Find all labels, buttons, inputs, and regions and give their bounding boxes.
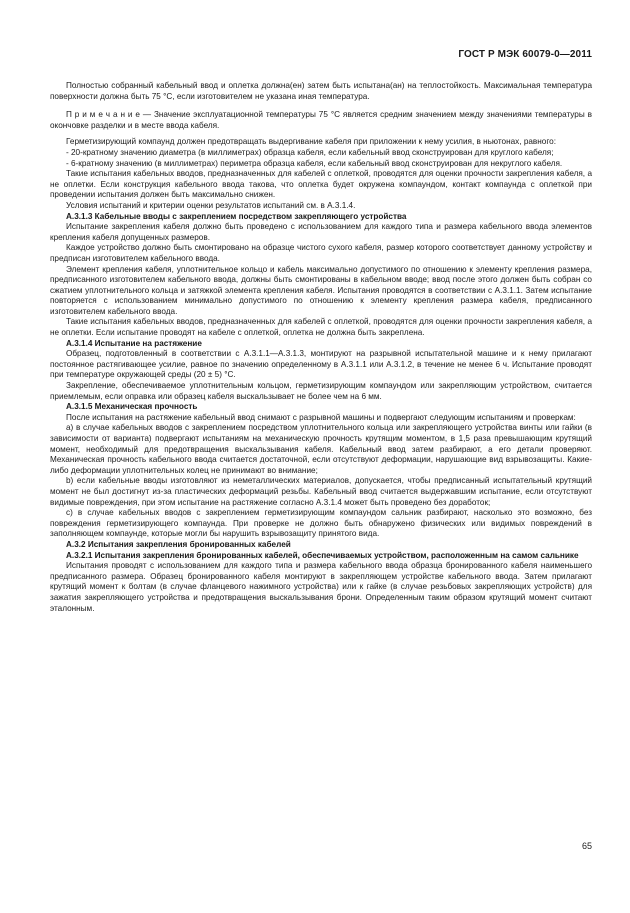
standard-header: ГОСТ Р МЭК 60079-0—2011 (458, 49, 592, 60)
paragraph: Герметизирующий компаунд должен предотвращать выдергивание кабеля при приложении к нему усилия, в ньютонах, равного: (66, 137, 556, 147)
section-heading: А.3.1.4 Испытание на растяжение (66, 338, 202, 348)
paragraph: Такие испытания кабельных вводов, предназначенных для кабелей с оплеткой, проводятся для оценки прочности закрепления кабеля, а не оплетки. Если конструкция кабельного ввода такова, что оплетка будет окружена компаундом, контакт компаунда с оплеткой при проведении испытания должен быть максимально снижен. (50, 169, 592, 200)
body-text (50, 81, 592, 614)
paragraph: После испытания на растяжение кабельный ввод снимают с разрывной машины и подвергают следующим испытаниям и проверкам: (66, 412, 576, 422)
section-heading: А.3.2 Испытания закрепления бронированных кабелей (66, 539, 291, 549)
list-item: b) если кабельные вводы изготовляют из неметаллических материалов, допускается, чтобы предписанный испытательный крутящий момент не был достигнут из-за пластических деформаций резьбы. Кабельный ввод считается выдержавшим испытание, если отсутствуют видимые повреждения, при этом испытание на растяжение согласно А.3.1.4 может быть проведено без доработок; (50, 476, 592, 507)
section-heading: А.3.1.3 Кабельные вводы с закреплением посредством закрепляющего устройства (66, 211, 407, 221)
paragraph: Испытание закрепления кабеля должно быть проведено с использованием для каждого типа и размера кабельного ввода элементов крепления кабеля допущенных размеров. (50, 222, 592, 242)
section-heading: А.3.2.1 Испытания закрепления бронированных кабелей, обеспечиваемых устройством, расположенным на самом сальнике (66, 550, 579, 560)
list-item: - 20-кратному значению диаметра (в миллиметрах) образца кабеля, если кабельный ввод сконструирован для круглого кабеля; (66, 147, 554, 157)
note-paragraph: П р и м е ч а н и е — Значение эксплуатационной температуры 75 °С является средним значением между значениями температуры в окончовке разделки и в месте ввода кабеля. (50, 110, 592, 130)
section-heading: А.3.1.5 Механическая прочность (66, 402, 198, 412)
page-number: 65 (581, 841, 592, 851)
paragraph: Испытания проводят с использованием для каждого типа и размера кабельного ввода образца бронированного кабеля наименьшего предписанного размера. Образец бронированного кабеля монтируют в закрепляющем устройстве кабельного ввода. Затем прилагают крутящий момент к болтам (в случае фланцевого нажимного устройства) или к гайке (в случае резьбовых закрепляющих устройств) для зажатия закрепляющего устройства и предотвращения выскальзывания брони. Определенным таким образом крутящий момент считают эталонным. (50, 561, 592, 613)
paragraph: Условия испытаний и критерии оценки результатов испытаний см. в А.3.1.4. (66, 200, 356, 210)
paragraph: Полностью собранный кабельный ввод и оплетка должна(ен) затем быть испытана(ан) на теплостойкость. Максимальная температура поверхности должна быть 75 °С, если изготовителем не указана иная температура. (50, 81, 592, 101)
paragraph: Такие испытания кабельных вводов, предназначенных для кабелей с оплеткой, проводятся для оценки прочности закрепления кабеля, а не оплетки. Если испытание проводят на кабеле с оплеткой, оплетка не должна быть закреплена. (50, 317, 592, 338)
list-item: а) в случае кабельных вводов с закреплением посредством уплотнительного кольца или закрепляющего устройства винты или гайки (в зависимости от варианта) подвергают испытаниям на механическую прочность крутящим моментом, в 1,5 раза превышающим крутящий момент, необходимый для предотвращения выскальзывания кабеля. Кабельный ввод затем разбирают, а его детали проверяют. Механическая прочность кабельного ввода считается достаточной, если отсутствуют деформации, нарушающие вид взрывозащиты. Какие-либо деформации уплотнительных колец не принимают во внимание; (50, 423, 592, 475)
paragraph: Образец, подготовленный в соответствии с А.3.1.1—А.3.1.3, монтируют на разрывной испытательной машине и к нему прилагают постоянное растягивающее усилие, равное по значению определенному в А.3.1.1 или А.3.1.2, в течение не менее 6 ч. Испытание проводят при температуре окружающей среды (20 ± 5) °С. (50, 349, 592, 380)
paragraph: Закрепление, обеспечиваемое уплотнительным кольцом, герметизирующим компаундом или закрепляющим устройством, считается приемлемым, если оправка или образец кабеля выскальзывает не более чем на 6 мм. (50, 381, 592, 401)
paragraph: Элемент крепления кабеля, уплотнительное кольцо и кабель максимально допустимого по отношению к элементу крепления размера, предписанного изготовителем кабельного ввода, должны быть смонтированы в кабельном вводе; ввод после этого должен быть собран со сжатием уплотнительного кольца и затяжкой элемента крепления кабеля. Испытания проводятся в соответствии с А.3.1.1. Затем испытание повторяется с использованием минимально допустимого по отношению к элементу крепления размера кабеля, предписанного изготовителем кабельного ввода. (50, 264, 592, 316)
list-item: - 6-кратному значению (в миллиметрах) периметра образца кабеля, если кабельный ввод сконструирован для некруглого кабеля. (66, 158, 563, 168)
list-item: с) в случае кабельных вводов с закреплением герметизирующим компаундом сальник разбирают, насколько это возможно, без повреждения герметизирующего компаунда. При проверке не должно быть обнаружено физических или видимых повреждений в заполняющем компаунде, которые могли бы нарушить взрывозащиту принятого вида. (50, 508, 592, 539)
paragraph: Каждое устройство должно быть смонтировано на образце чистого сухого кабеля, размер которого соответствует данному устройству и предписан изготовителем кабельного ввода. (50, 243, 592, 263)
